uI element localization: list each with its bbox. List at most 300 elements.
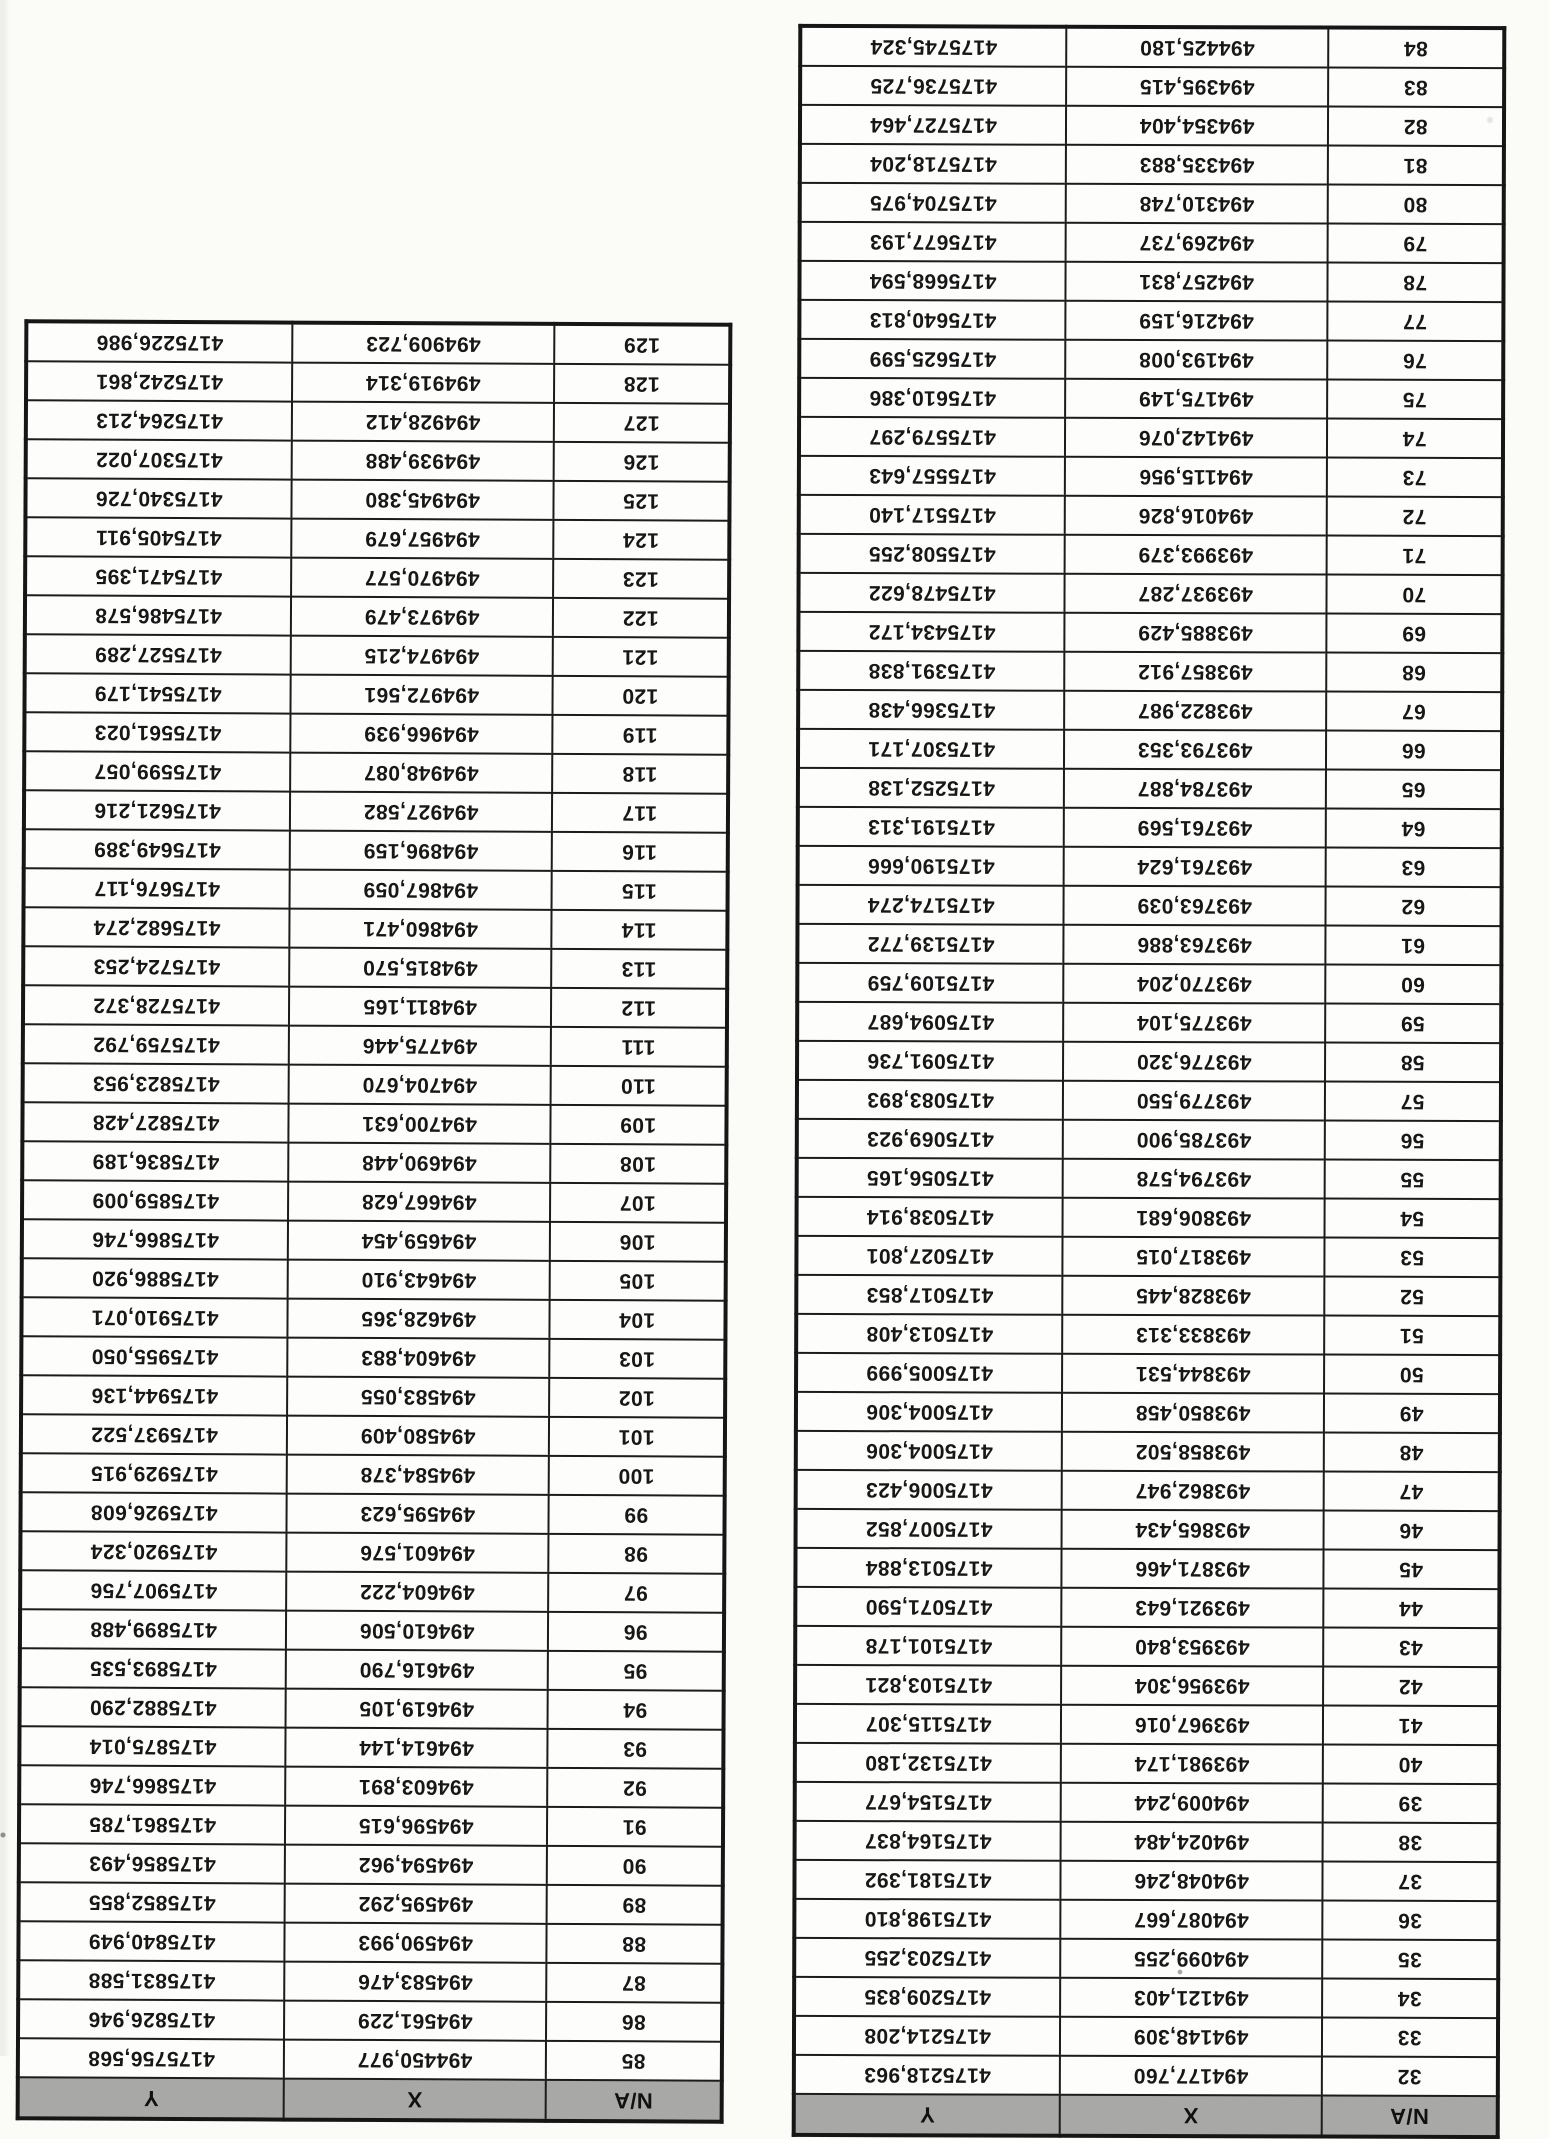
- y-coordinate-cell: 4175071,590: [795, 1587, 1061, 1627]
- y-coordinate-cell: 4175109,759: [797, 963, 1063, 1003]
- point-number-cell: 79: [1328, 224, 1504, 264]
- x-coordinate-cell: 493862,947: [1062, 1471, 1324, 1511]
- table-row: [24, 673, 728, 715]
- table-row: [20, 1492, 724, 1534]
- y-coordinate-cell: 4175226,986: [26, 321, 292, 362]
- y-coordinate-cell: 4175610,386: [799, 378, 1065, 418]
- table-row: [800, 105, 1504, 146]
- x-coordinate-cell: 494584,378: [287, 1455, 549, 1495]
- point-number-cell: 91: [547, 1807, 723, 1847]
- point-number-cell: 42: [1323, 1667, 1499, 1707]
- x-coordinate-cell: 493967,016: [1061, 1705, 1323, 1745]
- table-row: [794, 1977, 1498, 2018]
- y-coordinate-cell: 4175164,837: [795, 1821, 1061, 1861]
- x-coordinate-cell: 494148,309: [1060, 2017, 1322, 2057]
- header-x: X: [284, 2079, 546, 2121]
- x-coordinate-cell: 494580,409: [287, 1416, 549, 1456]
- point-number-cell: 70: [1326, 575, 1502, 615]
- table-row: [23, 946, 727, 988]
- x-coordinate-cell: 493817,015: [1062, 1237, 1324, 1277]
- table-row: [21, 1453, 725, 1495]
- x-coordinate-cell: 494269,737: [1066, 223, 1328, 263]
- y-coordinate-cell: 4175599,057: [24, 751, 290, 791]
- x-coordinate-cell: 494966,939: [290, 714, 552, 754]
- table-row: [797, 1197, 1501, 1238]
- y-coordinate-cell: 4175190,666: [798, 846, 1064, 886]
- y-coordinate-cell: 4175955,050: [21, 1336, 287, 1376]
- x-coordinate-cell: 494628,365: [287, 1299, 549, 1339]
- table-row: [22, 1180, 726, 1222]
- y-coordinate-cell: 4175541,179: [24, 673, 290, 713]
- point-number-cell: 90: [547, 1846, 723, 1886]
- x-coordinate-cell: 494614,144: [285, 1728, 547, 1768]
- y-coordinate-cell: 4175944,136: [21, 1375, 287, 1415]
- point-number-cell: 103: [549, 1339, 725, 1379]
- point-number-cell: 34: [1322, 1979, 1498, 2019]
- table-row: [19, 1804, 723, 1846]
- point-number-cell: 96: [548, 1612, 724, 1652]
- y-coordinate-cell: 4175907,756: [20, 1570, 286, 1610]
- table-row: [18, 1921, 722, 1963]
- point-number-cell: 87: [546, 1963, 722, 2003]
- point-number-cell: 101: [549, 1417, 725, 1457]
- table-row: [26, 439, 730, 481]
- y-coordinate-cell: 4175405,911: [25, 517, 291, 557]
- x-coordinate-cell: 494115,956: [1065, 457, 1327, 497]
- header-x: X: [1060, 2095, 1322, 2137]
- point-number-cell: 63: [1326, 848, 1502, 888]
- table-row: [795, 1704, 1499, 1745]
- y-coordinate-cell: 4175704,975: [800, 183, 1066, 223]
- x-coordinate-cell: 494974,215: [291, 636, 553, 676]
- table-row: [25, 634, 729, 676]
- point-number-cell: 109: [550, 1105, 726, 1145]
- y-coordinate-cell: 4175013,884: [795, 1548, 1061, 1588]
- coordinate-table-32-84: [792, 24, 1507, 2139]
- point-number-cell: 117: [552, 793, 728, 833]
- x-coordinate-cell: 493921,643: [1061, 1588, 1323, 1628]
- x-coordinate-cell: 494957,679: [291, 519, 553, 559]
- x-coordinate-cell: 493850,458: [1062, 1393, 1324, 1433]
- table-row: [799, 378, 1503, 419]
- y-coordinate-cell: 4175252,138: [798, 768, 1064, 808]
- point-number-cell: 106: [550, 1222, 726, 1262]
- table-row: [795, 1665, 1499, 1706]
- point-number-cell: 50: [1324, 1355, 1500, 1395]
- y-coordinate-cell: 4175840,949: [18, 1921, 284, 1961]
- y-coordinate-cell: 4175875,014: [19, 1726, 285, 1766]
- x-coordinate-cell: 493956,304: [1061, 1666, 1323, 1706]
- x-coordinate-cell: 493993,379: [1065, 535, 1327, 575]
- table-row: [799, 261, 1503, 302]
- table-row: [20, 1648, 724, 1690]
- table-row: [799, 534, 1503, 575]
- x-coordinate-cell: 494610,506: [286, 1611, 548, 1651]
- point-number-cell: 81: [1328, 146, 1504, 186]
- y-coordinate-cell: 4175139,772: [797, 924, 1063, 964]
- y-coordinate-cell: 4175069,923: [797, 1119, 1063, 1159]
- point-number-cell: 102: [549, 1378, 725, 1418]
- point-number-cell: 122: [553, 598, 729, 638]
- y-coordinate-cell: 4175004,306: [796, 1431, 1062, 1471]
- x-coordinate-cell: 494690,448: [288, 1143, 550, 1183]
- table-row: [25, 556, 729, 598]
- point-number-cell: 48: [1324, 1433, 1500, 1473]
- x-coordinate-cell: 493953,840: [1061, 1627, 1323, 1667]
- table-row: [25, 478, 729, 520]
- point-number-cell: 39: [1323, 1784, 1499, 1824]
- y-coordinate-cell: 4175007,852: [796, 1509, 1062, 1549]
- table-row: [23, 907, 727, 949]
- table-row: [19, 1843, 723, 1885]
- x-coordinate-cell: 494603,891: [285, 1767, 547, 1807]
- table-row: [26, 361, 730, 403]
- y-coordinate-cell: 4175340,726: [25, 478, 291, 518]
- table-row: [795, 1782, 1499, 1823]
- table-row: [799, 417, 1503, 458]
- point-number-cell: 123: [553, 559, 729, 599]
- x-coordinate-cell: 494354,404: [1066, 106, 1328, 146]
- y-coordinate-cell: 4175727,464: [800, 105, 1066, 145]
- y-coordinate-cell: 4175910,071: [21, 1297, 287, 1337]
- y-coordinate-cell: 4175103,821: [795, 1665, 1061, 1705]
- table-row: [798, 573, 1502, 614]
- x-coordinate-cell: 494099,255: [1060, 1939, 1322, 1979]
- table-row: [796, 1509, 1500, 1550]
- y-coordinate-cell: 4175191,313: [798, 807, 1064, 847]
- y-coordinate-cell: 4175852,855: [19, 1882, 285, 1922]
- table-row: [795, 1743, 1499, 1784]
- table-row: [798, 807, 1502, 848]
- y-coordinate-cell: 4175759,792: [23, 1024, 289, 1064]
- header-na: N/A: [546, 2080, 722, 2122]
- point-number-cell: 75: [1327, 380, 1503, 420]
- table-row: [20, 1609, 724, 1651]
- table-row: [797, 1080, 1501, 1121]
- y-coordinate-cell: 4175668,594: [799, 261, 1065, 301]
- x-coordinate-cell: 493857,912: [1064, 652, 1326, 692]
- table-row: [799, 456, 1503, 497]
- header-na: N/A: [1322, 2096, 1498, 2138]
- y-coordinate-cell: 4175882,290: [20, 1687, 286, 1727]
- y-coordinate-cell: 4175471,395: [25, 556, 291, 596]
- table-row: [796, 1392, 1500, 1433]
- x-coordinate-cell: 494193,008: [1065, 340, 1327, 380]
- point-number-cell: 125: [553, 481, 729, 521]
- x-coordinate-cell: 493785,900: [1063, 1120, 1325, 1160]
- x-coordinate-cell: 494604,222: [286, 1572, 548, 1612]
- x-coordinate-cell: 493822,987: [1064, 691, 1326, 731]
- point-number-cell: 127: [554, 403, 730, 443]
- table-row: [20, 1687, 724, 1729]
- y-coordinate-cell: 4175836,189: [22, 1141, 288, 1181]
- table-row: [795, 1626, 1499, 1667]
- x-coordinate-cell: 494016,826: [1065, 496, 1327, 536]
- x-coordinate-cell: 494604,883: [287, 1338, 549, 1378]
- y-coordinate-cell: 4175017,853: [796, 1275, 1062, 1315]
- point-number-cell: 72: [1327, 497, 1503, 537]
- x-coordinate-cell: 494972,561: [290, 675, 552, 715]
- y-coordinate-cell: 4175027,801: [796, 1236, 1062, 1276]
- point-number-cell: 67: [1326, 692, 1502, 732]
- table-row: [23, 1063, 727, 1105]
- point-number-cell: 98: [548, 1534, 724, 1574]
- point-number-cell: 40: [1323, 1745, 1499, 1785]
- x-coordinate-cell: 494583,055: [287, 1377, 549, 1417]
- y-coordinate-cell: 4175004,306: [796, 1392, 1062, 1432]
- y-coordinate-cell: 4175083,893: [797, 1080, 1063, 1120]
- table-row: [22, 1102, 726, 1144]
- x-coordinate-cell: 494087,667: [1060, 1900, 1322, 1940]
- point-number-cell: 71: [1327, 536, 1503, 576]
- point-number-cell: 35: [1322, 1940, 1498, 1980]
- point-number-cell: 44: [1323, 1589, 1499, 1629]
- table-row: [796, 1314, 1500, 1355]
- point-number-cell: 111: [551, 1027, 727, 1067]
- table-row: [800, 222, 1504, 263]
- x-coordinate-cell: 493776,320: [1063, 1042, 1325, 1082]
- x-coordinate-cell: 494561,229: [284, 2001, 546, 2041]
- y-coordinate-cell: 4175264,213: [26, 400, 292, 440]
- y-coordinate-cell: 4175621,216: [24, 790, 290, 830]
- y-coordinate-cell: 4175937,522: [21, 1414, 287, 1454]
- header-row: [794, 2094, 1498, 2137]
- point-number-cell: 108: [550, 1144, 726, 1184]
- point-number-cell: 97: [548, 1573, 724, 1613]
- x-coordinate-cell: 493858,502: [1062, 1432, 1324, 1472]
- point-number-cell: 53: [1324, 1238, 1500, 1278]
- x-coordinate-cell: 494704,670: [289, 1065, 551, 1105]
- table-row: [798, 729, 1502, 770]
- point-number-cell: 105: [550, 1261, 726, 1301]
- point-number-cell: 119: [552, 715, 728, 755]
- table-row: [24, 712, 728, 754]
- y-coordinate-cell: 4175366,438: [798, 690, 1064, 730]
- point-number-cell: 112: [551, 988, 727, 1028]
- point-number-cell: 45: [1323, 1550, 1499, 1590]
- x-coordinate-cell: 494945,380: [291, 480, 553, 520]
- x-coordinate-cell: 494811,165: [289, 987, 551, 1027]
- header-y: Y: [18, 2077, 284, 2119]
- y-coordinate-cell: 4175005,999: [796, 1353, 1062, 1393]
- y-coordinate-cell: 4175101,178: [795, 1626, 1061, 1666]
- x-coordinate-cell: 494594,962: [285, 1845, 547, 1885]
- table-row: [26, 400, 730, 442]
- x-coordinate-cell: 494970,577: [291, 558, 553, 598]
- y-coordinate-cell: 4175826,946: [18, 1999, 284, 2039]
- x-coordinate-cell: 494395,415: [1066, 67, 1328, 107]
- point-number-cell: 36: [1322, 1901, 1498, 1941]
- point-number-cell: 124: [553, 520, 729, 560]
- y-coordinate-cell: 4175307,171: [798, 729, 1064, 769]
- point-number-cell: 93: [547, 1729, 723, 1769]
- table-row: [798, 690, 1502, 731]
- x-coordinate-cell: 494335,883: [1066, 145, 1328, 185]
- table-row: [796, 1353, 1500, 1394]
- table-row: [794, 1860, 1498, 1901]
- point-number-cell: 118: [552, 754, 728, 794]
- x-coordinate-cell: 494927,582: [290, 792, 552, 832]
- x-coordinate-cell: 494919,314: [292, 363, 554, 403]
- table-row: [795, 1821, 1499, 1862]
- table-row: [796, 1470, 1500, 1511]
- y-coordinate-cell: 4175006,423: [796, 1470, 1062, 1510]
- y-coordinate-cell: 4175056,165: [797, 1158, 1063, 1198]
- x-coordinate-cell: 494815,570: [289, 948, 551, 988]
- x-coordinate-cell: 494596,615: [285, 1806, 547, 1846]
- point-number-cell: 89: [547, 1885, 723, 1925]
- point-number-cell: 69: [1326, 614, 1502, 654]
- point-number-cell: 38: [1323, 1823, 1499, 1863]
- y-coordinate-cell: 4175557,643: [799, 456, 1065, 496]
- y-coordinate-cell: 4175676,117: [24, 868, 290, 908]
- table-row: [22, 1219, 726, 1261]
- point-number-cell: 60: [1325, 965, 1501, 1005]
- table-row: [20, 1570, 724, 1612]
- point-number-cell: 65: [1326, 770, 1502, 810]
- point-number-cell: 43: [1323, 1628, 1499, 1668]
- x-coordinate-cell: 494310,748: [1066, 184, 1328, 224]
- table-row: [24, 829, 728, 871]
- point-number-cell: 76: [1327, 341, 1503, 381]
- y-coordinate-cell: 4175827,428: [22, 1102, 288, 1142]
- table-row: [795, 1548, 1499, 1589]
- y-coordinate-cell: 4175893,535: [20, 1648, 286, 1688]
- y-coordinate-cell: 4175929,915: [21, 1453, 287, 1493]
- x-coordinate-cell: 494216,159: [1065, 301, 1327, 341]
- table-row: [24, 751, 728, 793]
- y-coordinate-cell: 4175242,861: [26, 361, 292, 401]
- y-coordinate-cell: 4175926,608: [20, 1492, 286, 1532]
- table-row: [798, 846, 1502, 887]
- x-coordinate-cell: 494948,087: [290, 753, 552, 793]
- y-coordinate-cell: 4175198,810: [794, 1899, 1060, 1939]
- x-coordinate-cell: 494142,076: [1065, 418, 1327, 458]
- x-coordinate-cell: 494616,790: [286, 1650, 548, 1690]
- table-row: [797, 924, 1501, 965]
- table-row: [21, 1375, 725, 1417]
- x-coordinate-cell: 493844,531: [1062, 1354, 1324, 1394]
- x-coordinate-cell: 493763,039: [1063, 886, 1325, 926]
- x-coordinate-cell: 494590,993: [284, 1923, 546, 1963]
- point-number-cell: 100: [549, 1456, 725, 1496]
- point-number-cell: 120: [552, 676, 728, 716]
- y-coordinate-cell: 4175174,274: [797, 885, 1063, 925]
- x-coordinate-cell: 494973,479: [291, 597, 553, 637]
- x-coordinate-cell: 493806,681: [1063, 1198, 1325, 1238]
- point-number-cell: 37: [1322, 1862, 1498, 1902]
- y-coordinate-cell: 4175527,289: [25, 634, 291, 674]
- table-row: [794, 1899, 1498, 1940]
- x-coordinate-cell: 494928,412: [292, 402, 554, 442]
- point-number-cell: 55: [1325, 1160, 1501, 1200]
- x-coordinate-cell: 493794,578: [1063, 1159, 1325, 1199]
- point-number-cell: 116: [552, 832, 728, 872]
- x-coordinate-cell: 494024,484: [1061, 1822, 1323, 1862]
- point-number-cell: 88: [546, 1924, 722, 1964]
- table-row: [797, 963, 1501, 1004]
- table-row: [21, 1336, 725, 1378]
- x-coordinate-cell: 493779,550: [1063, 1081, 1325, 1121]
- x-coordinate-cell: 493793,353: [1064, 730, 1326, 770]
- table-body: [18, 321, 731, 2080]
- x-coordinate-cell: 494009,244: [1061, 1783, 1323, 1823]
- table-row: [797, 1041, 1501, 1082]
- y-coordinate-cell: 4175218,963: [794, 2055, 1060, 2095]
- y-coordinate-cell: 4175094,687: [797, 1002, 1063, 1042]
- table-row: [797, 1002, 1501, 1043]
- x-coordinate-cell: 494177,760: [1060, 2056, 1322, 2096]
- x-coordinate-cell: 494700,631: [288, 1104, 550, 1144]
- x-coordinate-cell: 494867,059: [290, 870, 552, 910]
- table-row: [800, 26, 1504, 68]
- point-number-cell: 62: [1325, 887, 1501, 927]
- table-row: [24, 790, 728, 832]
- y-coordinate-cell: 4175823,953: [23, 1063, 289, 1103]
- y-coordinate-cell: 4175736,725: [800, 66, 1066, 106]
- y-coordinate-cell: 4175831,588: [18, 1960, 284, 2000]
- x-coordinate-cell: 494643,910: [288, 1260, 550, 1300]
- point-number-cell: 128: [554, 364, 730, 404]
- table-row: [19, 1765, 723, 1807]
- point-number-cell: 86: [546, 2002, 722, 2042]
- x-coordinate-cell: 494619,105: [286, 1689, 548, 1729]
- point-number-cell: 66: [1326, 731, 1502, 771]
- point-number-cell: 77: [1327, 302, 1503, 342]
- table-row: [798, 768, 1502, 809]
- table-row: [18, 1960, 722, 2002]
- y-coordinate-cell: 4175866,746: [22, 1219, 288, 1259]
- point-number-cell: 83: [1328, 68, 1504, 108]
- x-coordinate-cell: 493770,204: [1063, 964, 1325, 1004]
- point-number-cell: 54: [1325, 1199, 1501, 1239]
- table-row: [799, 300, 1503, 341]
- y-coordinate-cell: 4175640,813: [799, 300, 1065, 340]
- y-coordinate-cell: 4175861,785: [19, 1804, 285, 1844]
- y-coordinate-cell: 4175649,389: [24, 829, 290, 869]
- table-row: [796, 1431, 1500, 1472]
- table-row: [21, 1414, 725, 1456]
- table-body: [794, 26, 1504, 2096]
- point-number-cell: 85: [546, 2041, 722, 2081]
- y-coordinate-cell: 4175478,622: [798, 573, 1064, 613]
- point-number-cell: 73: [1327, 458, 1503, 498]
- x-coordinate-cell: 493784,887: [1064, 769, 1326, 809]
- coordinate-table-85-129-wrap: [20, 321, 720, 2122]
- point-number-cell: 51: [1324, 1316, 1500, 1356]
- x-coordinate-cell: 494939,488: [292, 441, 554, 481]
- y-coordinate-cell: 4175508,255: [799, 534, 1065, 574]
- y-coordinate-cell: 4175724,253: [23, 946, 289, 986]
- x-coordinate-cell: 493937,287: [1064, 574, 1326, 614]
- x-coordinate-cell: 493763,886: [1063, 925, 1325, 965]
- x-coordinate-cell: 494896,159: [290, 831, 552, 871]
- point-number-cell: 56: [1325, 1121, 1501, 1161]
- table-row: [800, 183, 1504, 224]
- y-coordinate-cell: 4175038,914: [797, 1197, 1063, 1237]
- x-coordinate-cell: 494775,446: [289, 1026, 551, 1066]
- y-coordinate-cell: 4175091,736: [797, 1041, 1063, 1081]
- point-number-cell: 121: [553, 637, 729, 677]
- y-coordinate-cell: 4175886,920: [22, 1258, 288, 1298]
- point-number-cell: 95: [548, 1651, 724, 1691]
- x-coordinate-cell: 494667,628: [288, 1182, 550, 1222]
- y-coordinate-cell: 4175391,838: [798, 651, 1064, 691]
- table-row: [25, 517, 729, 559]
- table-row: [25, 595, 729, 637]
- point-number-cell: 82: [1328, 107, 1504, 147]
- header-y: Y: [794, 2094, 1060, 2136]
